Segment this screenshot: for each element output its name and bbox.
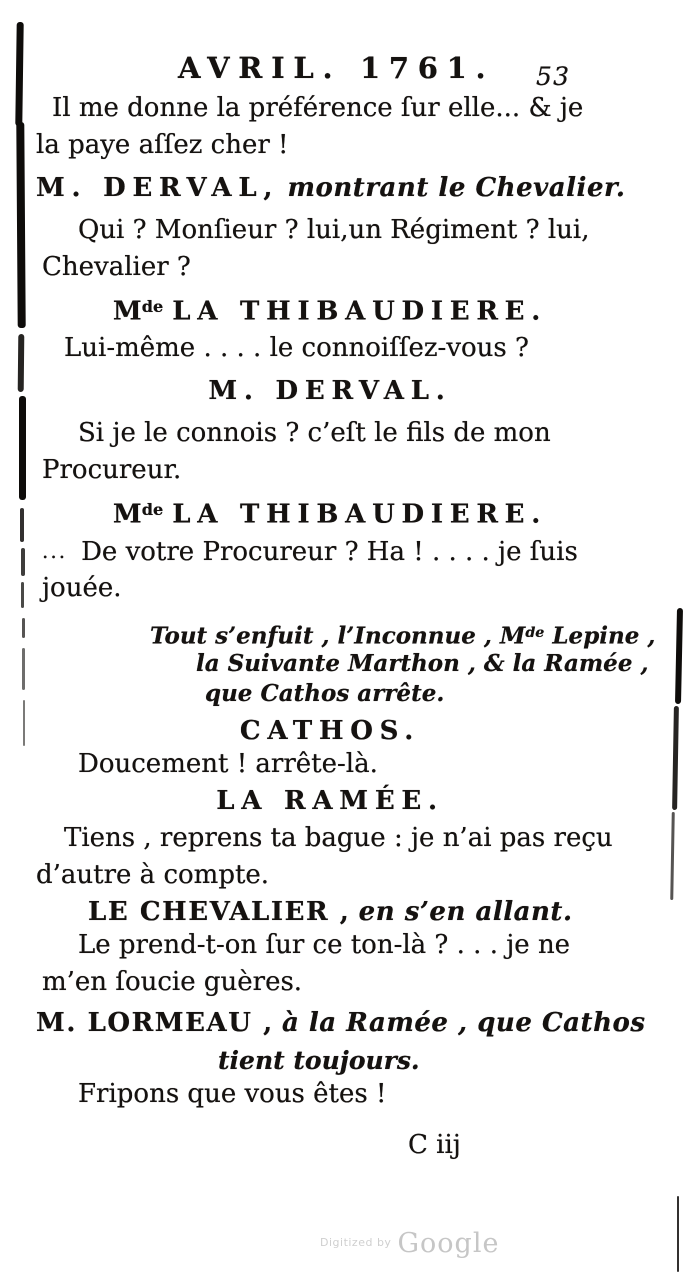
watermark-prefix-text: Digitized by — [320, 1236, 392, 1249]
dialogue-line — [0, 533, 660, 570]
dialogue-line: d’autre à compte. — [36, 860, 270, 890]
speaker-heading: M. DERVAL. — [208, 376, 452, 406]
speaker-abbr-sup: de — [141, 500, 164, 519]
page-number: 53 — [536, 62, 571, 91]
stage-direction-inline: à la Ramée , que Cathos — [281, 1008, 646, 1038]
stage-direction-line — [0, 615, 660, 650]
speaker-abbr-sup: de — [141, 297, 164, 316]
google-watermark — [320, 1228, 499, 1259]
speaker-name: LA THIBAUDIERE. — [172, 499, 548, 530]
speaker-heading — [0, 894, 660, 927]
scan-edge-line — [677, 1196, 679, 1272]
page-text-column — [0, 50, 660, 1164]
speaker-name: LA THIBAUDIERE. — [172, 296, 548, 327]
speaker-heading: LA RAMÉE. — [216, 786, 444, 816]
dialogue-line: Si je le connois ? c’eſt le fils de mon — [78, 418, 551, 448]
stage-direction-inline: en s’en allant. — [358, 897, 573, 927]
dialogue-line: Qui ? Monſieur ? lui,un Régiment ? lui, — [78, 215, 590, 245]
dialogue-line: Fripons que vous êtes ! — [78, 1079, 387, 1109]
dialogue-line: Tiens , reprens ta bague : je n’ai pas reçu — [64, 823, 613, 853]
dialogue-line: Il me donne la préférence ſur elle... & je — [52, 93, 584, 123]
dialogue-line: m’en ſoucie guères. — [42, 967, 303, 997]
speaker-abbr: M — [112, 499, 142, 530]
dialogue-line: Procureur. — [42, 455, 182, 485]
scan-edge-line — [672, 706, 679, 810]
speaker-heading — [0, 170, 660, 212]
stage-direction-text: Lepine , — [544, 622, 656, 650]
dialogue-line: jouée. — [42, 573, 122, 603]
scan-edge-line — [670, 812, 675, 900]
signature-mark: C iij — [408, 1130, 461, 1160]
scan-edge-line — [675, 608, 683, 704]
dialogue-line: Doucement ! arrête-là. — [78, 749, 378, 779]
google-logo-text: Google — [397, 1228, 500, 1259]
speaker-name: M. DERVAL, — [36, 173, 280, 203]
speaker-heading: CATHOS. — [239, 716, 421, 746]
running-header-title: AVRIL. 1761. — [178, 51, 495, 85]
running-header — [0, 50, 660, 90]
speaker-name: M. LORMEAU , — [36, 1008, 274, 1038]
print-artifact-dots: ... — [42, 539, 68, 563]
speaker-heading — [0, 288, 660, 330]
dialogue-line: Chevalier ? — [42, 252, 191, 282]
stage-direction-inline: montrant le Chevalier. — [287, 173, 626, 203]
stage-direction-line: tient toujours. — [218, 1046, 420, 1075]
stage-direction-line: que Cathos arrête. — [205, 680, 445, 707]
speaker-name: LE CHEVALIER , — [88, 897, 351, 927]
speaker-heading — [0, 1005, 660, 1042]
speaker-abbr: M — [112, 296, 142, 327]
speaker-abbr-sup: de — [525, 625, 545, 641]
stage-direction-line: la Suivante Marthon , & la Ramée , — [196, 650, 649, 677]
dialogue-line: Lui-même . . . . le connoiſſez-vous ? — [64, 333, 529, 363]
dialogue-text: De votre Procureur ? Ha ! . . . . je ſuis — [81, 537, 578, 567]
stage-direction-text: Tout s’enfuit , l’Inconnue , M — [150, 622, 526, 650]
dialogue-line: Le prend-t-on ſur ce ton-là ? . . . je ne — [78, 930, 571, 960]
dialogue-line: la paye aſſez cher ! — [36, 130, 289, 160]
speaker-heading — [0, 491, 660, 533]
